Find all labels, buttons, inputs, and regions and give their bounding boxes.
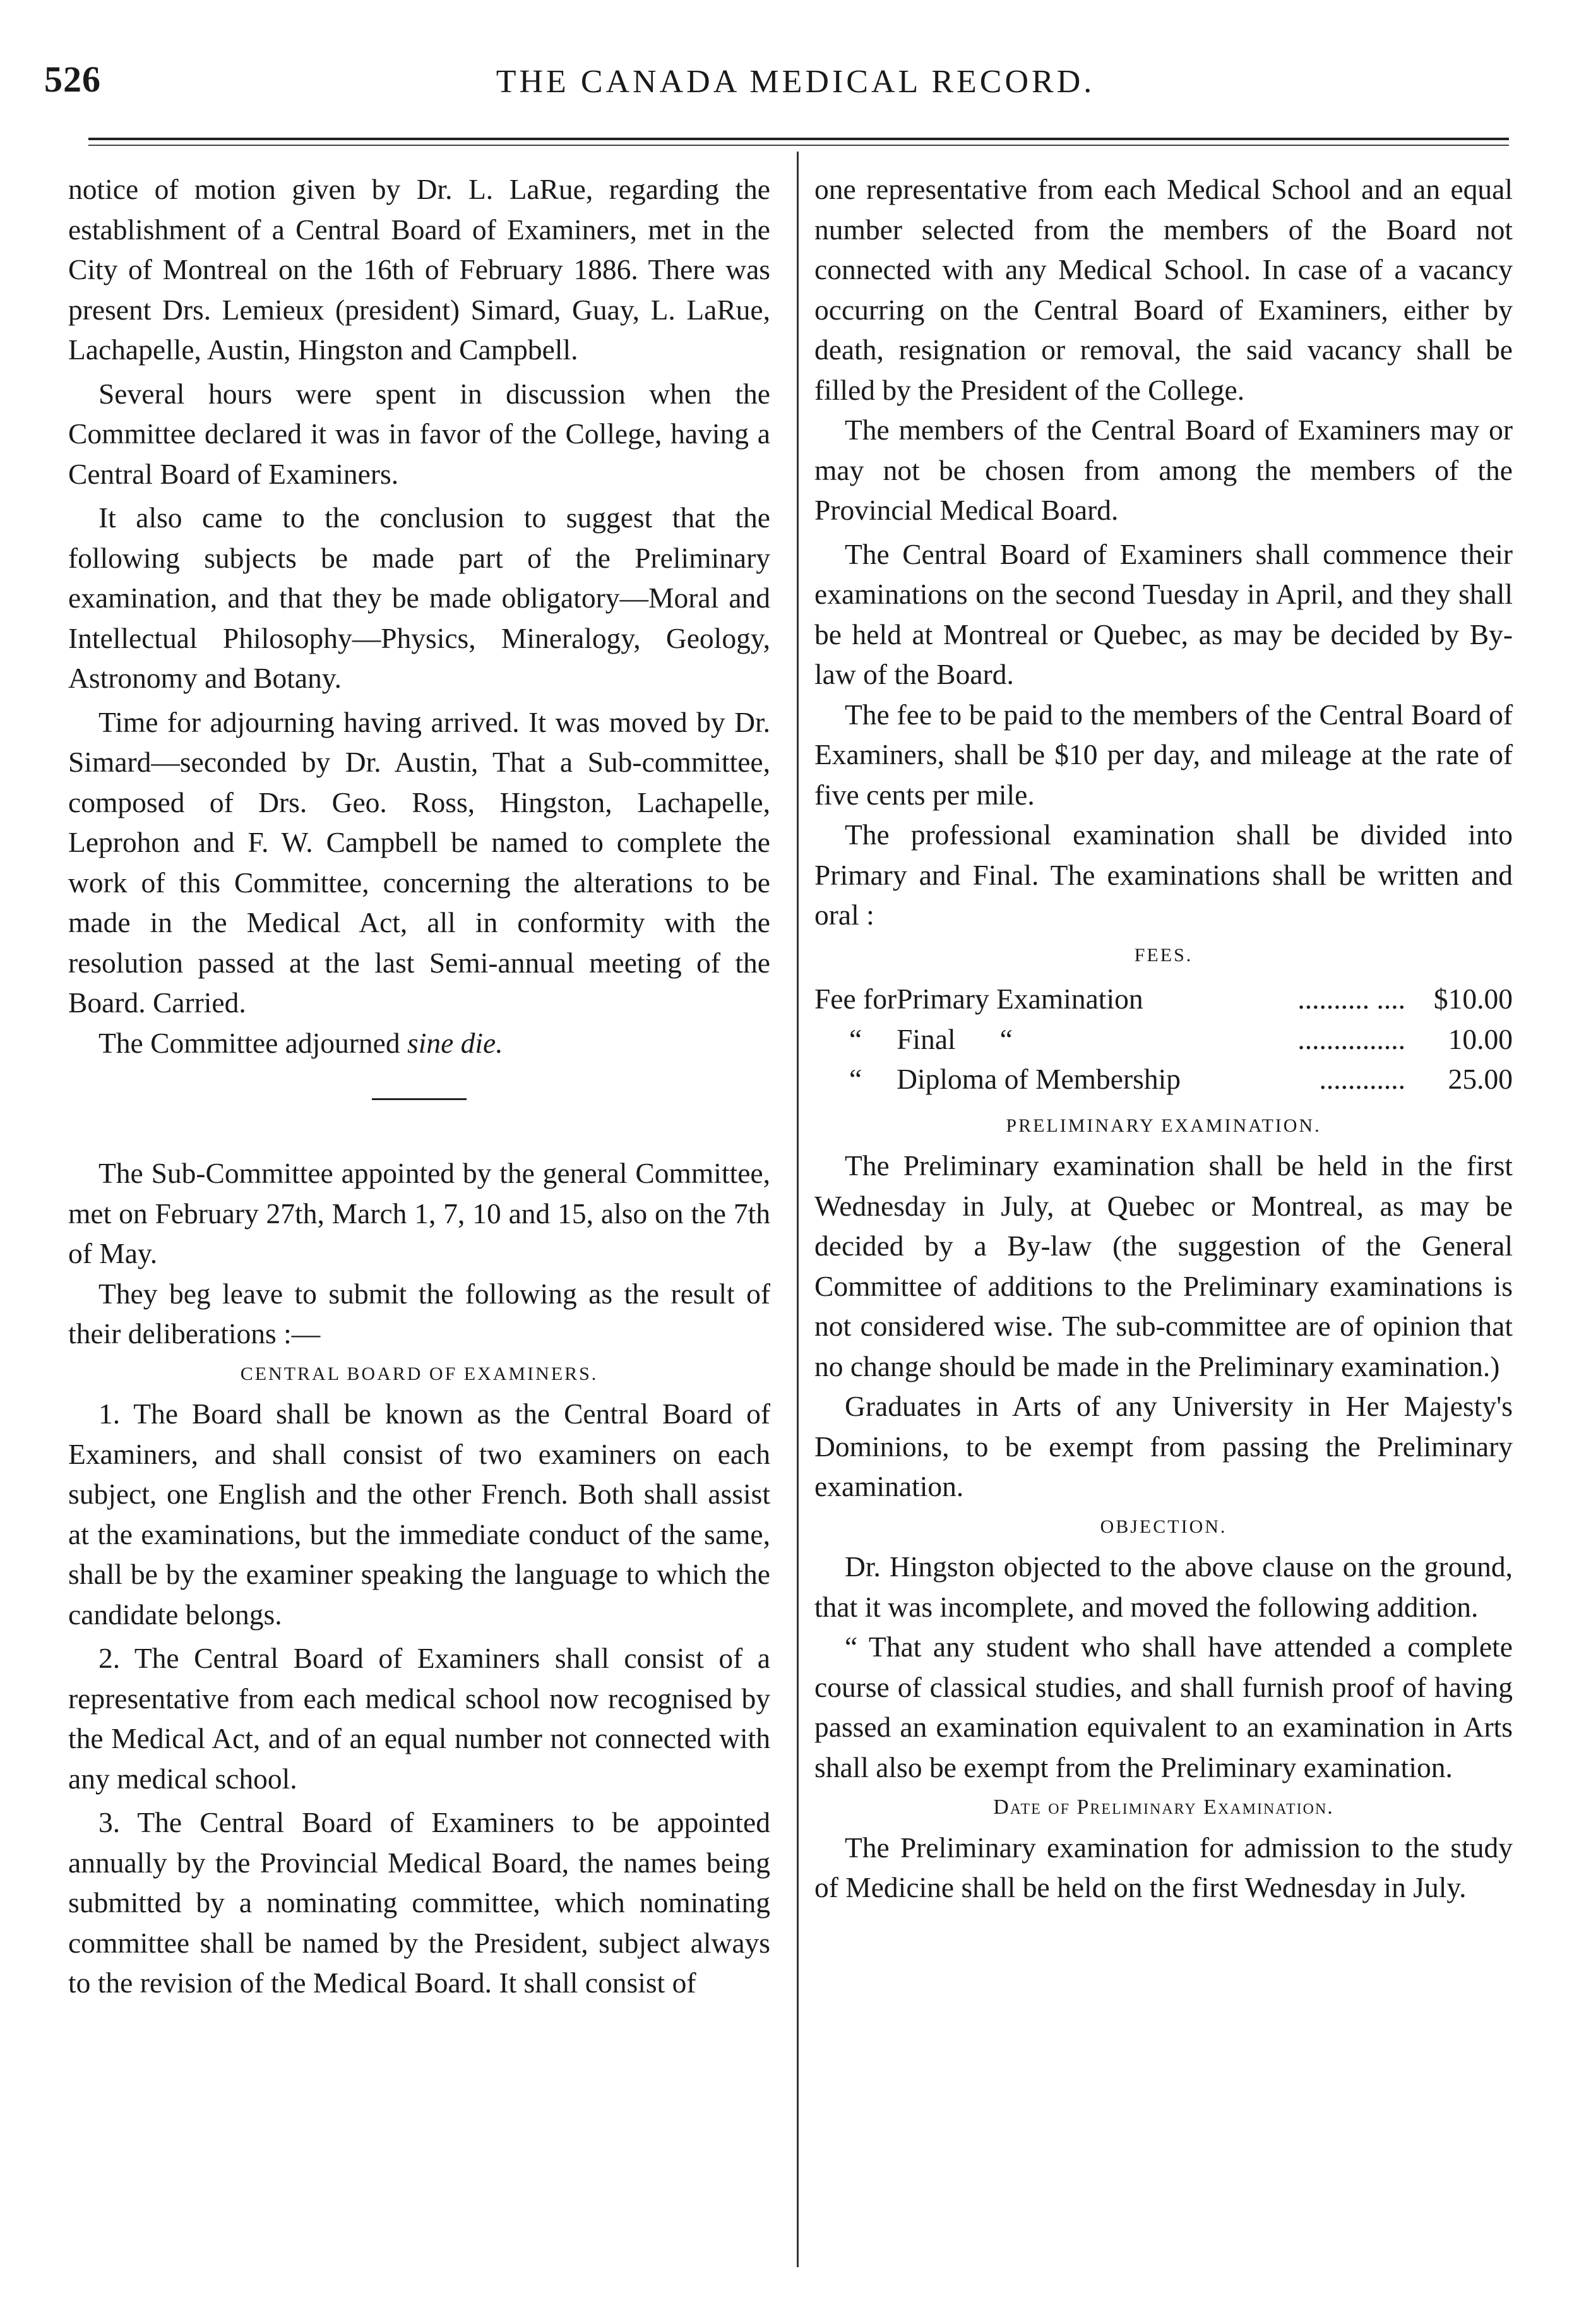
table-row [814, 1019, 1513, 1060]
heading-fees: FEES. [1134, 944, 1193, 966]
sine-die: sine die. [407, 1026, 503, 1059]
paragraph: The Central Board of Examiners shall commence their examinations on the second Tuesday in April, and they shall be held at Montreal or Quebec, as may be decided by By-law of the Board. [814, 537, 1513, 690]
fee-prefix: “ [849, 1022, 862, 1055]
paragraph: The members of the Central Board of Examiners may or may not be chosen from among the members of the Provincial Medical Board. [814, 414, 1513, 526]
paragraph: Several hours were spent in discussion when the Committee declared it was in favor of the College, having a Central Board of Examiners. [68, 377, 770, 490]
table-row [814, 979, 1513, 1019]
left-column [68, 169, 770, 2003]
paragraph: one representative from each Medical School and an equal number selected from the members of the Board not connected with any Medical School. In case of a vacancy occurring on the Central Board of Examiners, either by death, resignation or removal, the said vacancy shall be filled by the President of the College. [814, 173, 1513, 406]
fee-amount: $10.00 [1433, 983, 1513, 1015]
table-row [814, 1059, 1513, 1099]
paragraph: Dr. Hingston objected to the above clause on the ground, that it was incomplete, and moved the following addition. [814, 1550, 1513, 1623]
running-title: THE CANADA MEDICAL RECORD. [496, 64, 1095, 100]
fee-prefix: Fee for [814, 983, 897, 1015]
paragraph: It also came to the conclusion to suggest that the following subjects be made part of the Preliminary examination, and that they be made obligatory—Moral and Intellectual Philosophy—Physics, Mineralogy, Geology, Astronomy and Botany. [68, 501, 770, 694]
page-number: 526 [44, 59, 101, 100]
header-rule-thin [88, 145, 1509, 146]
fee-amount: 10.00 [1448, 1022, 1513, 1055]
fee-dots: .......... .... [1297, 983, 1405, 1015]
header-rule [88, 138, 1509, 140]
section-separator [372, 1098, 467, 1100]
paragraph: The fee to be paid to the members of the Central Board of Examiners, shall be $10 per day, and mileage at the rate of five cents per mile. [814, 698, 1513, 811]
paragraph: They beg leave to submit the following as the result of their deliberations :— [68, 1277, 770, 1350]
paragraph: The Sub-Committee appointed by the general Committee, met on February 27th, March 1, 7, 10 and 15, also on the 7th of May. [68, 1157, 770, 1269]
paragraph: The Preliminary examination shall be held in the first Wednesday in July, at Quebec or Montreal, as may be decided by a By-law (the suggestion of the General Committee of additions to the Preliminary examinations is not considered wise. The sub-committee are of opinion that no change should be made in the Preliminary examination.) [814, 1149, 1513, 1382]
adjourned-text: The Committee adjourned [98, 1026, 407, 1059]
fee-dots: ............ [1319, 1063, 1405, 1095]
paragraph: Time for adjourning having arrived. It was moved by Dr. Simard—seconded by Dr. Austin, That a Sub-committee, composed of Drs. Geo. Ross, Hingston, Lachapelle, Leprohon and F. W. Campbell be named to complete the work of this Committee, concerning the alterations to be made in the Medical Act, all in conformity with the resolution passed at the last Semi-annual meeting of the Board. Carried. [68, 705, 770, 1019]
heading-preliminary: PRELIMINARY EXAMINATION. [1006, 1115, 1321, 1136]
heading-objection: OBJECTION. [1100, 1516, 1227, 1537]
list-item: 1. The Board shall be known as the Central Board of Examiners, and shall consist of two examiners on each subject, one English and the other French. Both shall assist at the examinations, but the immediate conduct of the same, shall be by the examiner speaking the language to which the candidate belongs. [68, 1398, 770, 1631]
column-divider [797, 152, 799, 2267]
paragraph: notice of motion given by Dr. L. LaRue, regarding the establishment of a Central Board of Examiners, met in the City of Montreal on the 16th of February 1886. There was present Drs. Lemieux (president) Simard, Guay, L. LaRue, Lachapelle, Austin, Hingston and Campbell. [68, 173, 770, 366]
list-item: 2. The Central Board of Examiners shall consist of a representative from each medical school now recognised by the Medical Act, and of an equal number not connected with any medical school. [68, 1642, 770, 1795]
fee-label: Final “ [897, 1019, 1265, 1060]
fees-table [814, 979, 1513, 1099]
fee-ditto: “ [999, 1022, 1013, 1055]
fee-dots: ............... [1297, 1022, 1405, 1055]
paragraph: Graduates in Arts of any University in Her Majesty's Dominions, to be exempt from passing the Preliminary examination. [814, 1390, 1513, 1502]
paragraph: The professional examination shall be divided into Primary and Final. The examinations shall be written and oral : [814, 818, 1513, 931]
heading-central-board: CENTRAL BOARD OF EXAMINERS. [240, 1363, 599, 1384]
paragraph: “ That any student who shall have attended a complete course of classical studies, and shall furnish proof of having passed an examination equivalent to an examination in Arts shall also be exempt from the Preliminary examination. [814, 1631, 1513, 1783]
paragraph-adjourned [68, 1023, 770, 1063]
list-item: 3. The Central Board of Examiners to be appointed annually by the Provincial Medical Board, the names being submitted by a nominating committee, which nominating committee shall be named by the President, subject always to the revision of the Medical Board. It shall consist of [68, 1806, 770, 1999]
fee-label: Diploma of Membership [897, 1063, 1181, 1095]
paragraph: The Preliminary examination for admission to the study of Medicine shall be held on the first Wednesday in July. [814, 1831, 1513, 1903]
heading-date: Date of Preliminary Examination. [993, 1795, 1334, 1819]
right-column [814, 169, 1513, 1908]
fee-prefix: “ [849, 1063, 862, 1095]
fee-label: Primary Examination [897, 983, 1143, 1015]
fee-amount: 25.00 [1448, 1063, 1513, 1095]
